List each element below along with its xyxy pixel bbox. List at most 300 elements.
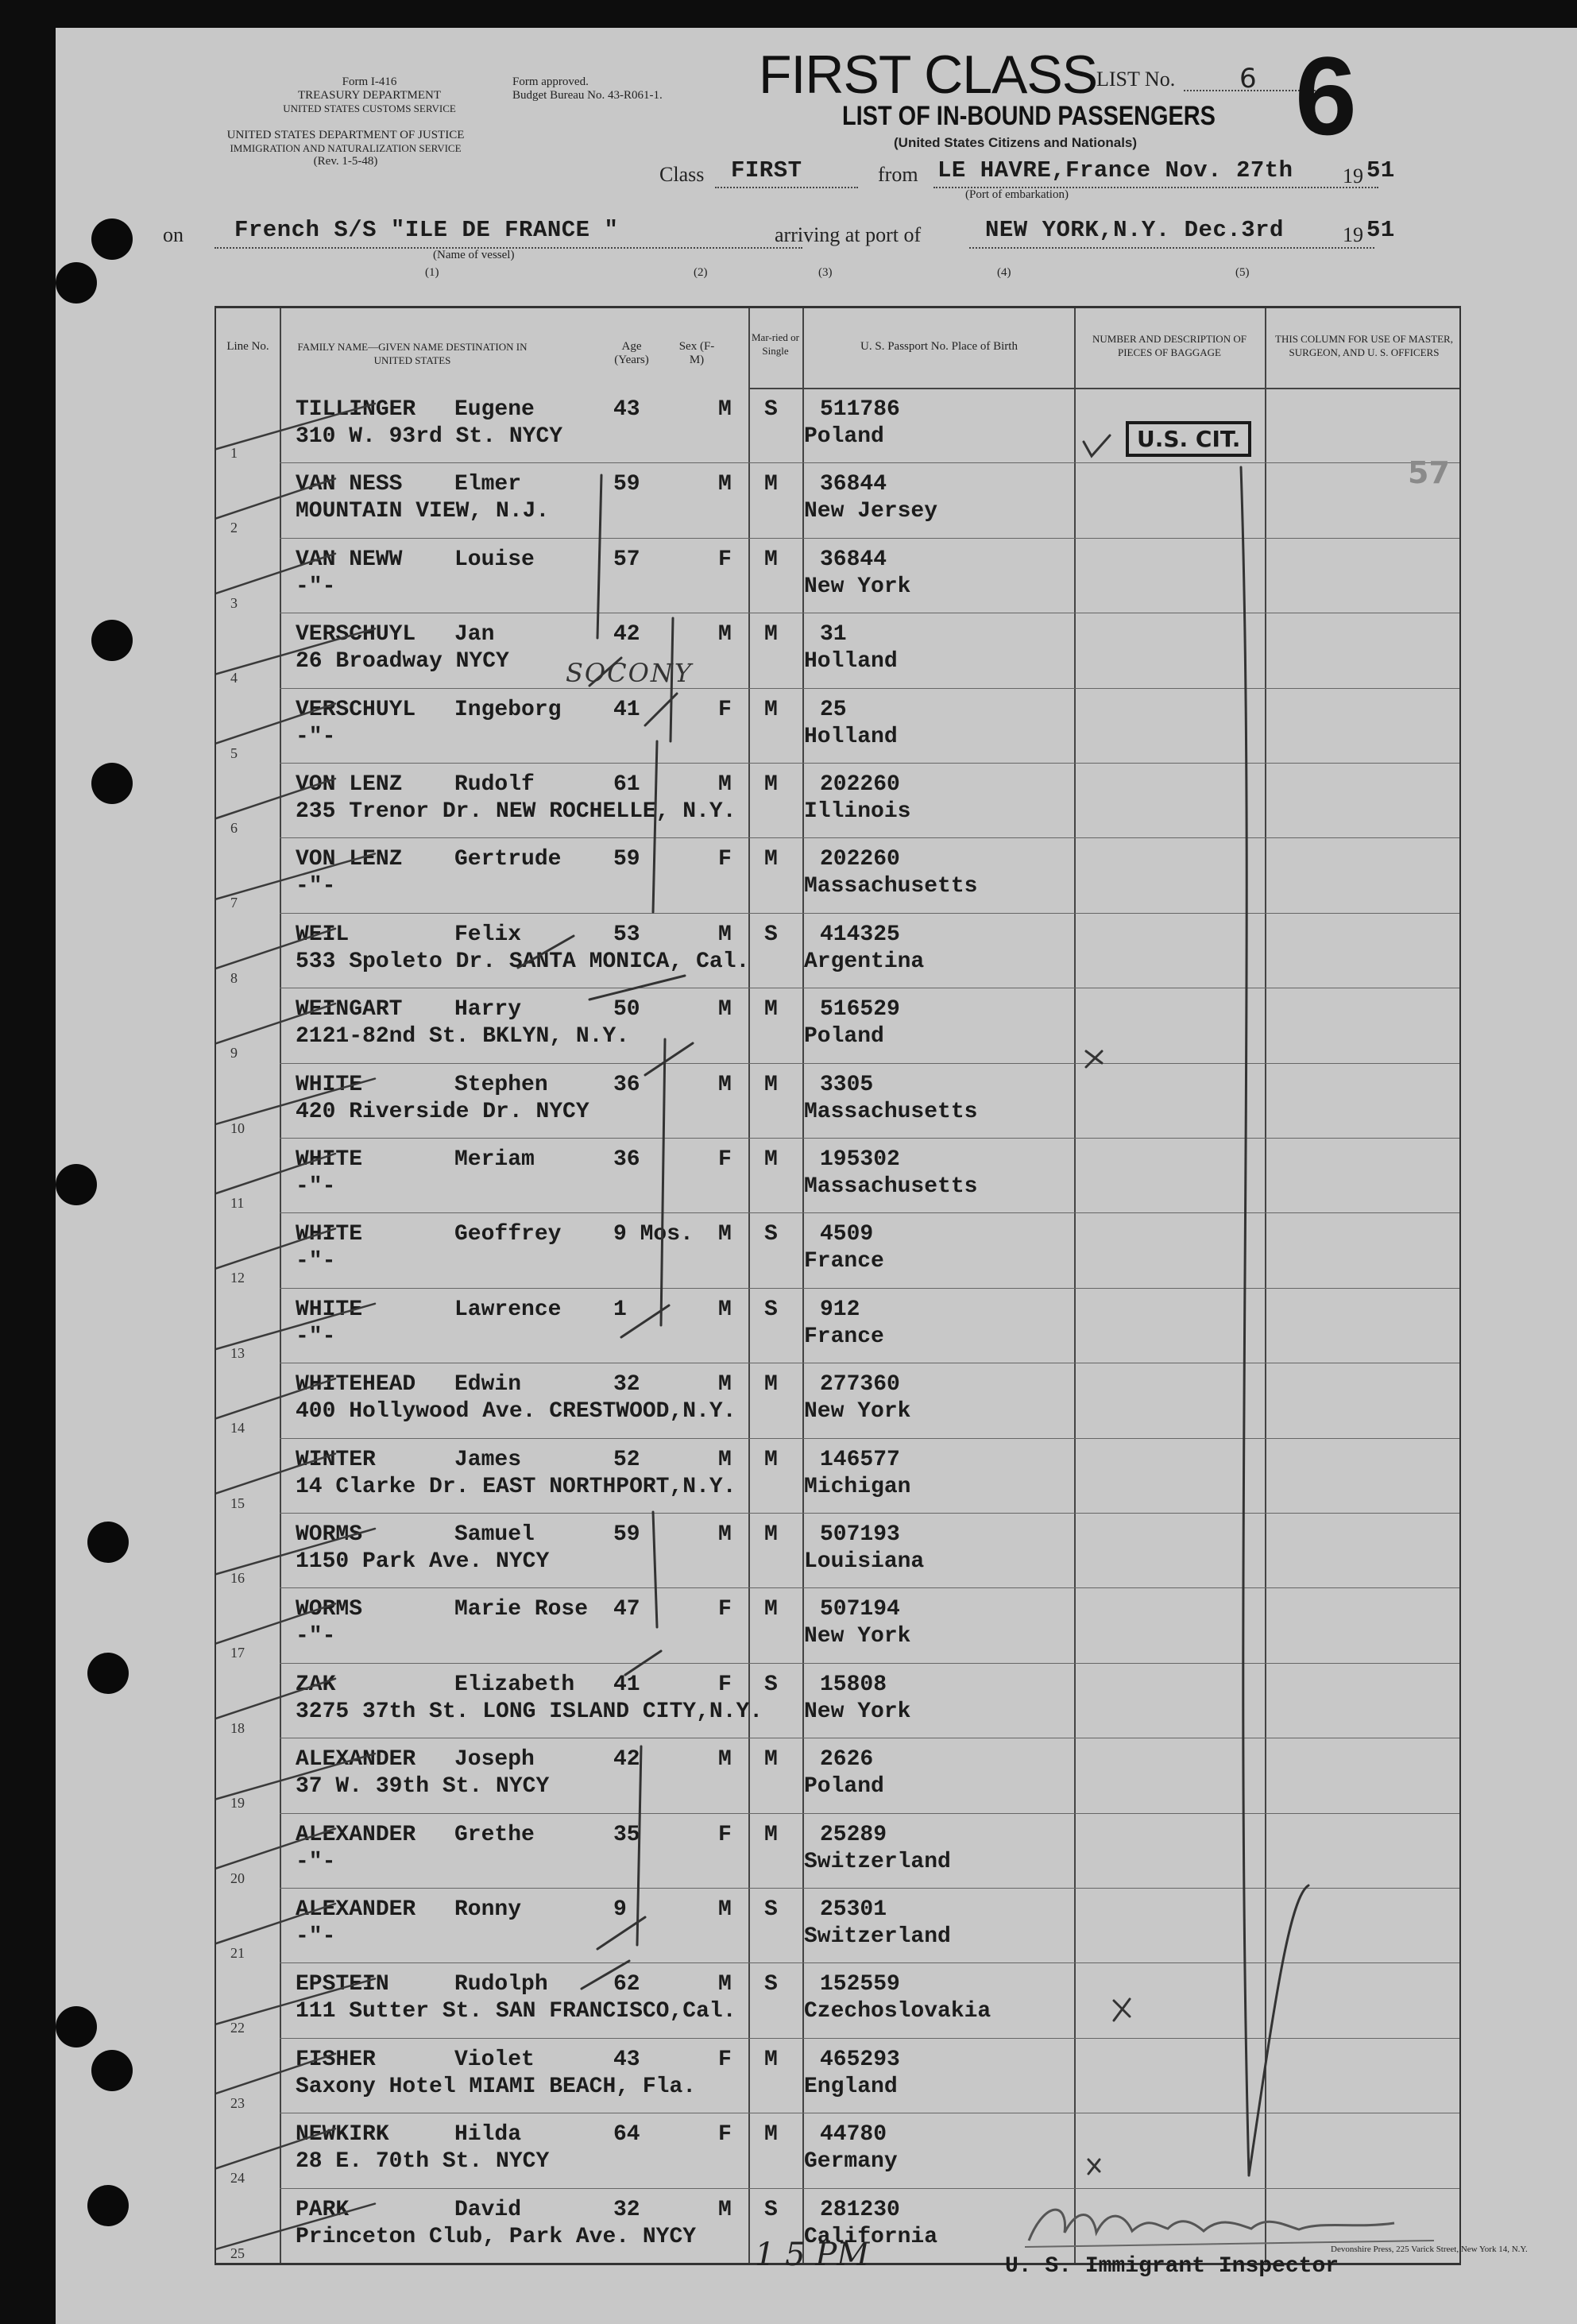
family-name: VAN NEWW (296, 547, 403, 572)
sex: F (718, 1672, 732, 1697)
passport-number: 195302 (820, 1147, 900, 1172)
pencil-strike (216, 404, 375, 483)
form-number: Form I-416 (342, 75, 397, 88)
given-name: David (454, 2197, 522, 2222)
family-name: VON LENZ (296, 772, 403, 797)
age: 42 (613, 1747, 640, 1773)
passport-number: 507193 (820, 1522, 900, 1547)
passport-number: 4509 (820, 1222, 874, 1247)
line-number: 14 (230, 1420, 245, 1437)
marital-status: S (764, 2197, 778, 2222)
line-number: 17 (230, 1645, 245, 1661)
line-number: 4 (230, 670, 238, 686)
line-number: 22 (230, 2020, 245, 2036)
passport-number: 912 (820, 1297, 860, 1322)
place-of-birth: New York (804, 1399, 911, 1425)
destination: -"- (296, 1249, 336, 1274)
pencil-strike (216, 2129, 335, 2208)
given-name: Louise (454, 547, 535, 572)
given-name: Meriam (454, 1147, 535, 1172)
age: 59 (613, 847, 640, 872)
destination: -"- (296, 1924, 336, 1949)
passport-number: 152559 (820, 1972, 900, 1997)
ins-service: IMMIGRATION AND NATURALIZATION SERVICE (230, 142, 462, 154)
given-name: Rudolph (454, 1972, 548, 1997)
passport-number: 25289 (820, 1822, 887, 1847)
family-name: VON LENZ (296, 847, 403, 872)
place-of-birth: Czechoslovakia (804, 1999, 991, 2024)
place-of-birth: Poland (804, 1774, 884, 1800)
column-number-2: (2) (694, 266, 708, 279)
age: 61 (613, 772, 640, 797)
given-name: Geoffrey (454, 1222, 562, 1247)
age: 59 (613, 472, 640, 497)
sex: F (718, 547, 732, 572)
marital-status: M (764, 1747, 778, 1773)
sex: M (718, 1522, 732, 1547)
family-name: VERSCHUYL (296, 622, 416, 648)
given-name: Jan (454, 622, 495, 648)
family-name: VERSCHUYL (296, 697, 416, 722)
port-embark-note: (Port of embarkation) (965, 188, 1069, 201)
destination: 420 Riverside Dr. NYCY (296, 1099, 589, 1124)
arrival-port-date: NEW YORK,N.Y. Dec.3rd (985, 217, 1284, 243)
family-name: WHITE (296, 1222, 363, 1247)
age: 32 (613, 2197, 640, 2222)
column-number-4: (4) (997, 266, 1011, 279)
sex: M (718, 1447, 732, 1472)
destination: -"- (296, 1849, 336, 1874)
col-header-age: Age (Years) (614, 340, 649, 366)
age: 9 (613, 1897, 627, 1922)
pencil-strike (216, 1079, 375, 1158)
arriving-label: arriving at port of (775, 223, 922, 246)
passport-number: 146577 (820, 1447, 900, 1472)
pencil-strike (216, 779, 335, 858)
punch-hole (91, 620, 133, 661)
punch-hole (91, 218, 133, 260)
age: 36 (613, 1072, 640, 1097)
punch-hole (91, 763, 133, 804)
destination: 2121-82nd St. BKLYN, N.Y. (296, 1024, 630, 1050)
pencil-strike (216, 1679, 335, 1758)
age: 62 (613, 1972, 640, 1997)
destination: 400 Hollywood Ave. CRESTWOOD,N.Y. (296, 1399, 736, 1425)
destination: MOUNTAIN VIEW, N.J. (296, 499, 550, 524)
marital-status: S (764, 1972, 778, 1997)
line-number: 9 (230, 1045, 238, 1061)
place-of-birth: Poland (804, 1024, 884, 1050)
line-number: 1 (230, 445, 238, 461)
passport-number: 3305 (820, 1072, 874, 1097)
sex: M (718, 1747, 732, 1773)
marital-status: M (764, 1822, 778, 1847)
pencil-strike (216, 1754, 375, 1833)
family-name: WEINGART (296, 997, 403, 1023)
family-name: FISHER (296, 2047, 376, 2072)
marital-status: S (764, 1222, 778, 1247)
sex: M (718, 1372, 732, 1398)
given-name: Samuel (454, 1522, 535, 1547)
given-name: Hilda (454, 2122, 522, 2148)
place-of-birth: California (804, 2224, 938, 2249)
family-name: WORMS (296, 1522, 363, 1547)
marital-status: M (764, 622, 778, 648)
us-citizen-stamp: U.S. CIT. (1126, 421, 1251, 457)
col-header-married: Mar-ried or Single (751, 331, 800, 357)
pencil-strike (216, 1829, 335, 1908)
family-name: NEWKIRK (296, 2122, 389, 2148)
destination: -"- (296, 874, 336, 899)
age: 57 (613, 547, 640, 572)
given-name: Ingeborg (454, 697, 562, 722)
sex: F (718, 1147, 732, 1172)
age: 42 (613, 622, 640, 648)
pencil-strike (216, 1454, 335, 1533)
pencil-strike (216, 2204, 375, 2263)
marital-status: M (764, 1597, 778, 1622)
given-name: Marie Rose (454, 1597, 589, 1622)
handwritten-time: 1 5 PM (755, 2237, 870, 2273)
printer-note: Devonshire Press, 225 Varick Street, New York 14, N.Y. (1331, 2245, 1528, 2254)
form-revision: (Rev. 1-5-48) (313, 155, 378, 168)
age: 36 (613, 1147, 640, 1172)
pencil-strike (216, 2054, 335, 2133)
family-name: WHITE (296, 1297, 363, 1322)
place-of-birth: Poland (804, 424, 884, 449)
sex: F (718, 847, 732, 872)
col-header-passport: U. S. Passport No. Place of Birth (860, 340, 1018, 353)
big-page-number: 6 (1295, 33, 1357, 158)
line-number: 16 (230, 1570, 245, 1586)
class-label: Class (659, 163, 705, 186)
given-name: Joseph (454, 1747, 535, 1773)
vessel-note: (Name of vessel) (433, 249, 515, 261)
place-of-birth: Holland (804, 649, 898, 675)
pencil-strike (216, 1304, 375, 1383)
col-header-line: Line No. (226, 340, 269, 353)
given-name: Gertrude (454, 847, 562, 872)
age: 41 (613, 1672, 640, 1697)
family-name: WEIL (296, 922, 350, 947)
place-of-birth: New York (804, 574, 911, 599)
arrive-year-prefix: 19 (1343, 223, 1363, 246)
punch-hole (87, 1522, 129, 1563)
passport-number: 2626 (820, 1747, 874, 1773)
list-title: LIST OF IN-BOUND PASSENGERS (842, 101, 1216, 131)
marital-status: S (764, 1672, 778, 1697)
age: 64 (613, 2122, 640, 2148)
age: 59 (613, 1522, 640, 1547)
faint-stamp-number: 57 (1408, 455, 1450, 490)
col-header-officers: THIS COLUMN FOR USE OF MASTER, SURGEON, AND U. S. OFFICERS (1275, 333, 1453, 358)
age: 53 (613, 922, 640, 947)
passport-number: 36844 (820, 472, 887, 497)
place-of-birth: Switzerland (804, 1924, 951, 1949)
family-name: VAN NESS (296, 472, 403, 497)
family-name: WORMS (296, 1597, 363, 1622)
given-name: James (454, 1447, 522, 1472)
justice-dept: UNITED STATES DEPARTMENT OF JUSTICE (226, 129, 465, 141)
given-name: Elizabeth (454, 1672, 575, 1697)
sex: M (718, 1972, 732, 1997)
given-name: Edwin (454, 1372, 522, 1398)
customs-service: UNITED STATES CUSTOMS SERVICE (283, 102, 456, 114)
given-name: Elmer (454, 472, 522, 497)
line-number: 18 (230, 1719, 245, 1736)
punch-hole (56, 2006, 97, 2048)
family-name: WHITE (296, 1147, 363, 1172)
destination: 235 Trenor Dr. NEW ROCHELLE, N.Y. (296, 799, 736, 824)
line-number: 13 (230, 1344, 245, 1361)
given-name: Stephen (454, 1072, 548, 1097)
marital-status: M (764, 772, 778, 797)
punch-hole (56, 262, 97, 304)
family-name: WHITE (296, 1072, 363, 1097)
pencil-strike (216, 704, 335, 783)
line-number: 21 (230, 1945, 245, 1961)
given-name: Lawrence (454, 1297, 562, 1322)
pencil-marks (216, 308, 1459, 2263)
passport-number: 25301 (820, 1897, 887, 1922)
pencil-strike (216, 478, 335, 558)
line-number: 2 (230, 520, 238, 536)
sex: M (718, 1297, 732, 1322)
passport-number: 281230 (820, 2197, 900, 2222)
line-number: 12 (230, 1270, 245, 1286)
line-number: 11 (230, 1195, 245, 1211)
given-name: Violet (454, 2047, 535, 2072)
sex: M (718, 772, 732, 797)
age: 32 (613, 1372, 640, 1398)
place-of-birth: Illinois (804, 799, 911, 824)
marital-status: M (764, 1147, 778, 1172)
sex: M (718, 1072, 732, 1097)
destination: -"- (296, 1624, 336, 1649)
sex: M (718, 997, 732, 1023)
destination: 111 Sutter St. SAN FRANCISCO,Cal. (296, 1999, 736, 2024)
age: 35 (613, 1822, 640, 1847)
punch-hole (87, 1653, 129, 1694)
place-of-birth: Holland (804, 724, 898, 749)
line-number: 19 (230, 1795, 245, 1812)
place-of-birth: Michigan (804, 1474, 911, 1499)
pencil-strike (216, 1529, 375, 1608)
destination: 14 Clarke Dr. EAST NORTHPORT,N.Y. (296, 1474, 736, 1499)
from-value: LE HAVRE,France Nov. 27th (937, 157, 1293, 184)
family-name: ALEXANDER (296, 1822, 416, 1847)
passport-number: 414325 (820, 922, 900, 947)
family-name: ALEXANDER (296, 1897, 416, 1922)
destination: 1150 Park Ave. NYCY (296, 1549, 550, 1574)
class-value: FIRST (731, 157, 802, 184)
family-name: WINTER (296, 1447, 376, 1472)
passport-number: 202260 (820, 772, 900, 797)
line-number: 5 (230, 744, 238, 761)
marital-status: M (764, 2047, 778, 2072)
age: 52 (613, 1447, 640, 1472)
column-number-5: (5) (1235, 266, 1250, 279)
sex: F (718, 1597, 732, 1622)
marital-status: M (764, 1447, 778, 1472)
destination: -"- (296, 724, 336, 749)
first-class-heading: FIRST CLASS (759, 44, 1098, 105)
given-name: Grethe (454, 1822, 535, 1847)
place-of-birth: France (804, 1249, 884, 1274)
line-number: 15 (230, 1495, 245, 1511)
given-name: Harry (454, 997, 522, 1023)
passenger-table (215, 306, 1461, 2265)
pencil-strike (216, 1154, 335, 1233)
place-of-birth: Louisiana (804, 1549, 925, 1574)
destination: 37 W. 39th St. NYCY (296, 1774, 550, 1800)
pencil-strike (216, 1379, 335, 1458)
line-number: 23 (230, 2094, 245, 2111)
sex: M (718, 1897, 732, 1922)
marital-status: M (764, 1072, 778, 1097)
from-year: 51 (1366, 157, 1395, 184)
passport-number: 516529 (820, 997, 900, 1023)
family-name: EPSTEIN (296, 1972, 389, 1997)
passport-number: 15808 (820, 1672, 887, 1697)
pencil-strike (216, 1228, 335, 1308)
place-of-birth: Massachusetts (804, 1099, 978, 1124)
line-number: 7 (230, 895, 238, 911)
pencil-strike (216, 554, 335, 633)
pencil-strike (216, 628, 375, 708)
marital-status: M (764, 1522, 778, 1547)
family-name: WHITEHEAD (296, 1372, 416, 1398)
manifest-page (56, 28, 1577, 2324)
pencil-strike (216, 1904, 335, 1983)
socony-handwriting: SOCONY (566, 658, 693, 688)
marital-status: M (764, 2122, 778, 2148)
form-approved: Form approved. (512, 75, 589, 88)
pencil-strike (216, 1978, 375, 2058)
destination: 3275 37th St. LONG ISLAND CITY,N.Y. (296, 1699, 763, 1724)
arrive-year: 51 (1366, 217, 1395, 243)
destination: Saxony Hotel MIAMI BEACH, Fla. (296, 2074, 697, 2099)
pencil-strike (216, 929, 335, 1008)
destination: 310 W. 93rd St. NYCY (296, 424, 563, 449)
destination: 533 Spoleto Dr. SANTA MONICA, Cal. (296, 949, 750, 974)
sex: M (718, 1222, 732, 1247)
given-name: Ronny (454, 1897, 522, 1922)
age: 43 (613, 2047, 640, 2072)
sex: F (718, 1822, 732, 1847)
marital-status: M (764, 847, 778, 872)
marital-status: M (764, 1372, 778, 1398)
pencil-strike (216, 853, 375, 933)
place-of-birth: New Jersey (804, 499, 938, 524)
age: 47 (613, 1597, 640, 1622)
marital-status: M (764, 547, 778, 572)
age: 41 (613, 697, 640, 722)
column-number-3: (3) (818, 266, 833, 279)
marital-status: S (764, 397, 778, 422)
from-label: from (878, 163, 918, 186)
place-of-birth: Argentina (804, 949, 925, 974)
from-year-prefix: 19 (1343, 164, 1363, 188)
col-header-family: FAMILY NAME—GIVEN NAME DESTINATION IN UNITED STATES (297, 341, 528, 366)
passport-number: 277360 (820, 1372, 900, 1398)
punch-hole (87, 2185, 129, 2226)
marital-status: S (764, 1897, 778, 1922)
list-no-value: 6 (1239, 63, 1257, 95)
age: 43 (613, 397, 640, 422)
pencil-strike (216, 1003, 335, 1083)
inspector-title: U. S. Immigrant Inspector (1005, 2254, 1339, 2279)
marital-status: M (764, 697, 778, 722)
age: 50 (613, 997, 640, 1023)
sex: M (718, 397, 732, 422)
place-of-birth: Switzerland (804, 1849, 951, 1874)
line-number: 25 (230, 2245, 245, 2261)
treasury-dept: TREASURY DEPARTMENT (297, 89, 442, 102)
sex: M (718, 922, 732, 947)
pencil-strike (216, 1603, 335, 1683)
line-number: 20 (230, 1870, 245, 1886)
line-number: 24 (230, 2170, 245, 2187)
sex: M (718, 2197, 732, 2222)
family-name: PARK (296, 2197, 350, 2222)
family-name: TILLINGER (296, 397, 416, 422)
passport-number: 25 (820, 697, 847, 722)
destination: -"- (296, 1174, 336, 1199)
age: 9 Mos. (613, 1222, 694, 1247)
destination: Princeton Club, Park Ave. NYCY (296, 2224, 697, 2249)
passport-number: 36844 (820, 547, 887, 572)
vessel-name: French S/S "ILE DE FRANCE " (234, 217, 619, 243)
passport-number: 511786 (820, 397, 900, 422)
age: 1 (613, 1297, 627, 1322)
line-number: 6 (230, 820, 238, 836)
punch-hole (56, 1164, 97, 1205)
column-number-1: (1) (425, 266, 439, 279)
budget-bureau: Budget Bureau No. 43-R061-1. (512, 89, 663, 102)
list-subtitle: (United States Citizens and Nationals) (894, 135, 1138, 150)
sex: M (718, 472, 732, 497)
destination: 28 E. 70th St. NYCY (296, 2149, 550, 2175)
passport-number: 31 (820, 622, 847, 648)
col-header-baggage: NUMBER AND DESCRIPTION OF PIECES OF BAGGAGE (1092, 333, 1247, 358)
list-no-label: LIST No. (1096, 68, 1176, 91)
passport-number: 44780 (820, 2122, 887, 2148)
family-name: ZAK (296, 1672, 336, 1697)
destination: -"- (296, 1324, 336, 1349)
marital-status: S (764, 1297, 778, 1322)
given-name: Felix (454, 922, 522, 947)
line-number: 8 (230, 969, 238, 986)
marital-status: M (764, 997, 778, 1023)
on-label: on (163, 223, 184, 246)
marital-status: S (764, 922, 778, 947)
place-of-birth: England (804, 2074, 898, 2099)
sex: F (718, 697, 732, 722)
place-of-birth: New York (804, 1624, 911, 1649)
passport-number: 202260 (820, 847, 900, 872)
given-name: Eugene (454, 397, 535, 422)
punch-hole (91, 2050, 133, 2091)
destination: -"- (296, 574, 336, 599)
sex: M (718, 622, 732, 648)
sex: F (718, 2122, 732, 2148)
place-of-birth: Massachusetts (804, 1174, 978, 1199)
col-header-sex: Sex (F-M) (678, 340, 715, 366)
marital-status: M (764, 472, 778, 497)
line-number: 3 (230, 594, 238, 611)
given-name: Rudolf (454, 772, 535, 797)
